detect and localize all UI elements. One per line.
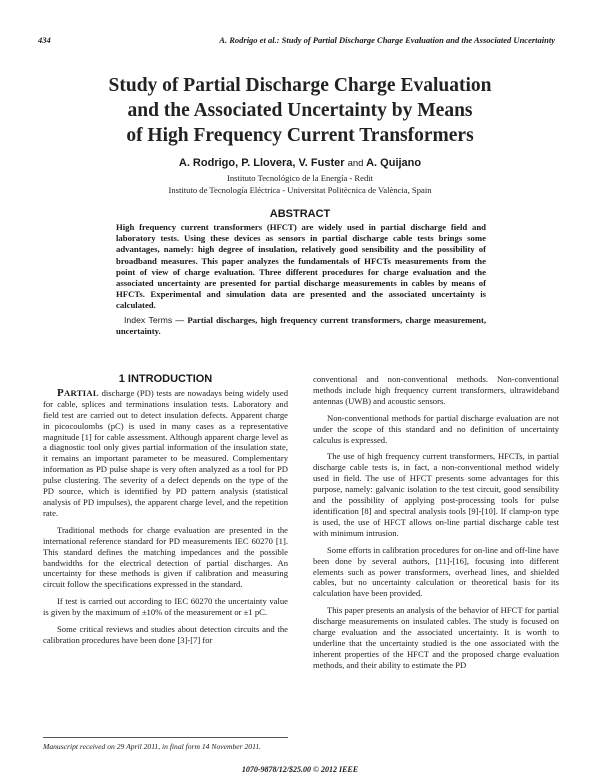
- abstract-heading: ABSTRACT: [269, 208, 331, 220]
- copyright-footer: 1070-9878/12/$25.00 © 2012 IEEE: [241, 765, 359, 774]
- title-line-2: and the Associated Uncertainty by Means: [127, 100, 473, 121]
- running-title: A. Rodrigo et al.: Study of Partial Discharge Charge Evaluation and the Associated Uncertainty: [219, 35, 555, 45]
- title-line-1: Study of Partial Discharge Charge Evaluation: [108, 75, 492, 96]
- left-column: [43, 374, 288, 646]
- page-number: 434: [38, 35, 51, 45]
- author-list: [40, 157, 560, 169]
- intro-paragraph-8: This paper presents an analysis of the behavior of HFCT for partial discharge measurements on insulated cables. The study is focused on charge evaluation and the associated uncertainty. It is worth to underline that the uncertainty studied is the one associated with the inherent properties of the HFCT and the proposed charge evaluation methods, and their ability to estimate the PD: [313, 605, 559, 670]
- intro-paragraph-6: The use of high frequency current transformers, HFCTs, in partial discharge cable tests is, in fact, a non-conventional method widely used in field. The use of HFCT presents some advantages for this purpose, namely: galvanic isolation to the test circuit, good sensibility and the possibility of applying post-processing tools for pulse identification [8] and spectral analysis tools [9]-[10]. If clamp-on type is used, the use of HFCT allows on-line partial discharge cable test with minimum intrusion.: [313, 451, 559, 538]
- intro-paragraph-1: [43, 388, 288, 519]
- section-heading-introduction: 1 INTRODUCTION: [118, 373, 213, 385]
- index-terms-text: — Partial discharges, high frequency current transformers, charge measurement, uncertainty.: [116, 314, 487, 336]
- title-line-3: of High Frequency Current Transformers: [126, 125, 474, 146]
- abstract: [116, 222, 486, 337]
- lead-word: [57, 387, 99, 399]
- intro-paragraph-5: Non-conventional methods for partial discharge evaluation are not under the scope of this standard and no definition of uncertainty calculus is expressed.: [313, 412, 559, 445]
- footnote-divider: [43, 737, 288, 738]
- abstract-text: High frequency current transformers (HFCT) are widely used in partial discharge field and laboratory tests. Using these devices as sensors in partial discharge cable tests brings some advantages, namely: high degree of insulation, relatively good sensibility and the possibility of broadband measures. This paper analyzes the fundamentals of HFCTs measurements from the point of view of charge evaluation. Three different procedures for charge evaluation and the associated uncertainty are presented for partial discharge measurements in cables by means of HFCTs. Experimental and simulation data are presented and the associated uncertainty is calculated.: [116, 222, 486, 311]
- index-terms: [116, 315, 486, 337]
- intro-continued-paragraph: conventional and non-conventional methods. Non-conventional methods include high frequency current transformers, ultrawideband antennas (UWB) and acoustic sensors.: [313, 374, 559, 406]
- authors-part-1: A. Rodrigo, P. Llovera, V. Fuster: [178, 157, 345, 169]
- paper-title: [40, 73, 560, 148]
- intro-paragraph-1-text: discharge (PD) tests are nowadays being widely used for cable, splices and terminations insulation tests. Laboratory and field test are carried out to detect insulation defects. Apparent charge in picocoulombs (pC) is used in many cases as a representative magnitude [1] for cable assessment. Although apparent charge level as a diagnostic tool only gives partial information of the insulation state, it remains an important parameter to be measured. Complementary information as PD pulse shape is very often analyzed as a tool for PD pulse clustering. The severity of a defect depends on the type of the PD source, which is identified by PD pattern analysis (statistical analysis of PD impulses), the apparent charge level, and the repetition rate.: [43, 387, 289, 518]
- manuscript-footnote: Manuscript received on 29 April 2011, in final form 14 November 2011.: [43, 742, 262, 751]
- intro-paragraph-2: Traditional methods for charge evaluation are presented in the international reference standard for PD measurements IEC 60270 [1]. This standard defines the matching impedances and the possible bandwidths for the electrical detection of partial discharges. An uncertainty for these methods is given if calibration and measuring circuit follow the specifications expressed in the standard.: [43, 524, 288, 590]
- index-terms-label: Index Terms: [124, 314, 173, 325]
- right-column: [313, 374, 559, 671]
- affiliation-1: Instituto Tecnológico de la Energía - Redit: [226, 173, 374, 183]
- authors-part-2: A. Quijano: [366, 157, 422, 169]
- intro-paragraph-7: Some efforts in calibration procedures for on-line and off-line have been done by several authors, [11]-[16], focusing into different elements such as power transformers, overhead lines, and shielded cables, but no uncertainty calculation or theoretical basis for its calculation have been provided.: [313, 544, 559, 599]
- lead-rest: ARTIAL: [64, 387, 99, 398]
- authors-conjunction: and: [347, 158, 364, 169]
- lead-letter: P: [57, 386, 65, 399]
- intro-paragraph-3: If test is carried out according to IEC 60270 the uncertainty value is given by the maximum of ±10% of the measurement or ±1 pC.: [43, 596, 288, 618]
- intro-paragraph-4: Some critical reviews and studies about detection circuits and the calibration procedures have been done [3]-[7] for: [43, 624, 288, 645]
- affiliation-2: Instituto de Tecnología Eléctrica - Universitat Politècnica de València, Spain: [168, 185, 432, 195]
